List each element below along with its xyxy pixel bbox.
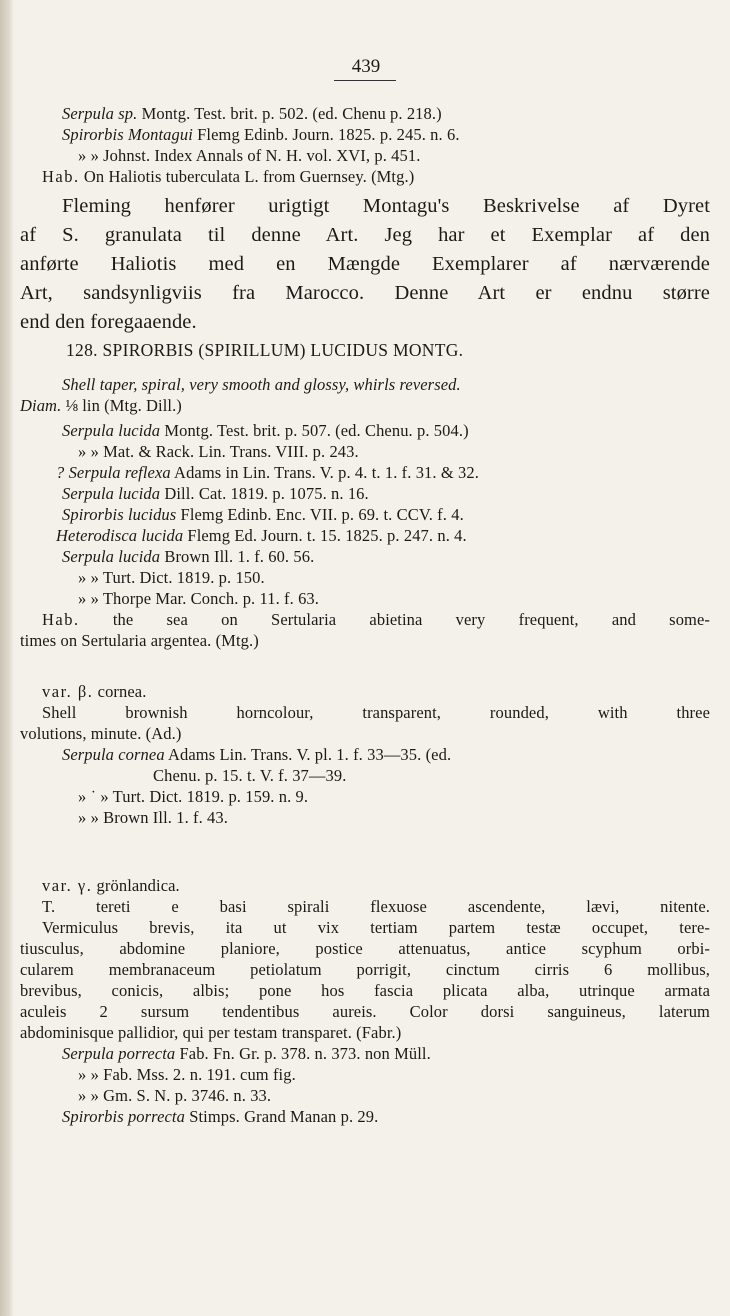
- latin-description: aculeis 2 sursum tendentibus aureis. Color dorsi sanguineus, laterum: [20, 1002, 710, 1021]
- paragraph-line: Fleming henfører urigtigt Montagu's Beskrivelse af Dyret: [62, 195, 710, 217]
- habitat-line: Hab. On Haliotis tuberculata L. from Guernsey. (Mtg.): [42, 167, 415, 186]
- latin-description: Vermiculus brevis, ita ut vix tertiam partem testæ occupet, tere-: [42, 918, 710, 937]
- page-number-rule: [334, 80, 396, 81]
- reference-line: Serpula porrecta Fab. Fn. Gr. p. 378. n. 373. non Müll.: [62, 1044, 431, 1063]
- variety-heading: var. γ. grönlandica.: [42, 876, 180, 895]
- latin-description: cularem membranaceum petiolatum porrigit, cinctum cirris 6 mollibus,: [20, 960, 710, 979]
- variety-description: Shell brownish horncolour, transparent, rounded, with three: [42, 703, 710, 722]
- reference-line: » » Fab. Mss. 2. n. 191. cum fig.: [78, 1065, 296, 1084]
- variety-gamma: [20, 875, 710, 1127]
- reference-line: Serpula cornea Adams Lin. Trans. V. pl. 1. f. 33—35. (ed.: [62, 745, 452, 764]
- reference-line: » » Mat. & Rack. Lin. Trans. VIII. p. 243.: [78, 442, 359, 461]
- reference-line: » » Gm. S. N. p. 3746. n. 33.: [78, 1086, 272, 1105]
- reference-line: Spirorbis porrecta Stimps. Grand Manan p. 29.: [62, 1107, 379, 1126]
- danish-paragraph: [20, 192, 710, 337]
- reference-line: ? Serpula reflexa Adams in Lin. Trans. V. p. 4. t. 1. f. 31. & 32.: [56, 463, 479, 482]
- reference-line: Serpula sp. Montg. Test. brit. p. 502. (ed. Chenu p. 218.): [62, 104, 442, 123]
- reference-line: Serpula lucida Montg. Test. brit. p. 507. (ed. Chenu. p. 504.): [62, 421, 469, 440]
- species-heading-block: [20, 340, 710, 361]
- variety-heading: var. β. cornea.: [42, 682, 147, 701]
- reference-line: » » Thorpe Mar. Conch. p. 11. f. 63.: [78, 589, 320, 608]
- latin-description: T. tereti e basi spirali flexuose ascendente, lævi, nitente.: [42, 897, 710, 916]
- section2-references: [20, 420, 710, 651]
- latin-description: brevibus, conicis, albis; pone hos fascia plicata alba, utrinque armata: [20, 981, 710, 1000]
- latin-description: tiusculus, abdomine planiore, postice attenuatus, antice scyphum orbi-: [20, 939, 710, 958]
- reference-line: Spirorbis Montagui Flemg Edinb. Journ. 1825. p. 245. n. 6.: [62, 125, 460, 144]
- variety-beta: [20, 681, 710, 828]
- reference-continuation: Chenu. p. 15. t. V. f. 37—39.: [153, 766, 347, 785]
- section2-description: [20, 374, 710, 416]
- description-line: Shell taper, spiral, very smooth and glossy, whirls reversed.: [62, 375, 461, 394]
- paragraph-line: anførte Haliotis med en Mængde Exemplarer af nærværende: [20, 253, 710, 275]
- diameter-line: Diam. ⅛ lin (Mtg. Dill.): [20, 396, 182, 415]
- section1-references: [20, 103, 710, 187]
- latin-description: abdominisque pallidior, qui per testam transparet. (Fabr.): [20, 1023, 402, 1042]
- reference-line: » » Turt. Dict. 1819. p. 150.: [78, 568, 265, 587]
- paragraph-line: af S. granulata til denne Art. Jeg har et Exemplar af den: [20, 224, 710, 246]
- page-number: 439: [351, 56, 381, 77]
- variety-description: volutions, minute. (Ad.): [20, 724, 182, 743]
- reference-line: » ˙ » Turt. Dict. 1819. p. 159. n. 9.: [78, 787, 309, 806]
- species-heading: 128. SPIRORBIS (SPIRILLUM) LUCIDUS MONTG.: [66, 340, 464, 360]
- reference-line: Spirorbis lucidus Flemg Edinb. Enc. VII. p. 69. t. CCV. f. 4.: [62, 505, 464, 524]
- habitat-line: times on Sertularia argentea. (Mtg.): [20, 631, 259, 650]
- habitat-line: Hab. the sea on Sertularia abietina very frequent, and some-: [42, 610, 710, 629]
- reference-line: Heterodisca lucida Flemg Ed. Journ. t. 15. 1825. p. 247. n. 4.: [56, 526, 467, 545]
- paragraph-line: Art, sandsynligviis fra Marocco. Denne Art er endnu større: [20, 282, 710, 304]
- reference-line: » » Brown Ill. 1. f. 43.: [78, 808, 228, 827]
- paragraph-line: end den foregaaende.: [20, 311, 197, 333]
- reference-line: Serpula lucida Dill. Cat. 1819. p. 1075. n. 16.: [62, 484, 369, 503]
- reference-line: » » Johnst. Index Annals of N. H. vol. XVI, p. 451.: [78, 146, 421, 165]
- reference-line: Serpula lucida Brown Ill. 1. f. 60. 56.: [62, 547, 315, 566]
